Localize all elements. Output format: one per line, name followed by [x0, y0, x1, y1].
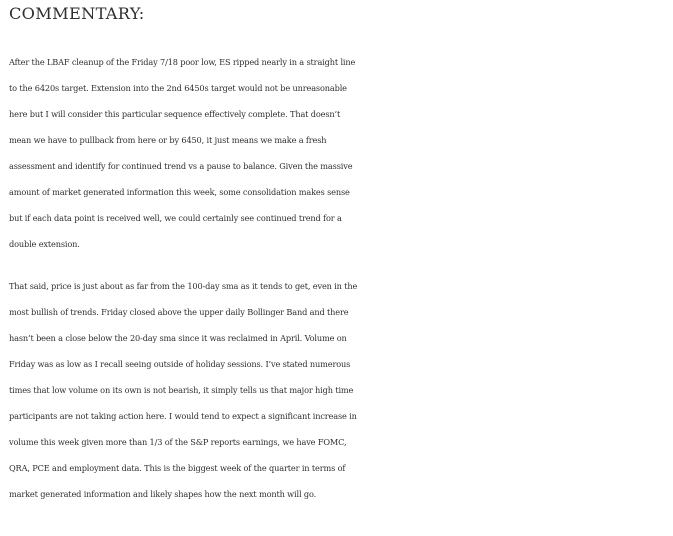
text-line: times that low volume on its own is not bearish, it simply tells us that major high time [9, 385, 354, 395]
text-line: assessment and identify for continued trend vs a pause to balance. Given the massive [9, 161, 353, 171]
text-line: Friday was as low as I recall seeing outside of holiday sessions. I’ve stated numerous [9, 359, 351, 369]
text-line: market generated information and likely shapes how the next month will go. [9, 489, 317, 499]
text-line: here but I will consider this particular sequence effectively complete. That doesn’t [9, 109, 341, 119]
text-line: but if each data point is received well, we could certainly see continued trend for a [9, 213, 342, 223]
article-body [9, 0, 669, 507]
text-line: That said, price is just about as far from the 100-day sma as it tends to get, even in the [9, 281, 358, 291]
text-line: mean we have to pullback from here or by 6450, it just means we make a fresh [9, 135, 327, 145]
paragraph-1 [9, 49, 669, 257]
text-line: amount of market generated information this week, some consolidation makes sense [9, 187, 350, 197]
text-line: volume this week given more than 1/3 of the S&P reports earnings, we have FOMC, [9, 437, 347, 447]
text-line: most bullish of trends. Friday closed above the upper daily Bollinger Band and there [9, 307, 349, 317]
text-line: QRA, PCE and employment data. This is the biggest week of the quarter in terms of [9, 463, 346, 473]
text-line: hasn’t been a close below the 20-day sma since it was reclaimed in April. Volume on [9, 333, 347, 343]
text-line: double extension. [9, 239, 80, 249]
text-line: After the LBAF cleanup of the Friday 7/18 poor low, ES ripped nearly in a straight line [9, 57, 356, 67]
paragraph-2 [9, 273, 669, 507]
text-line: participants are not taking action here. I would tend to expect a significant increase in [9, 411, 357, 421]
text-line: to the 6420s target. Extension into the 2nd 6450s target would not be unreasonable [9, 83, 347, 93]
section-heading: COMMENTARY: [9, 4, 145, 23]
